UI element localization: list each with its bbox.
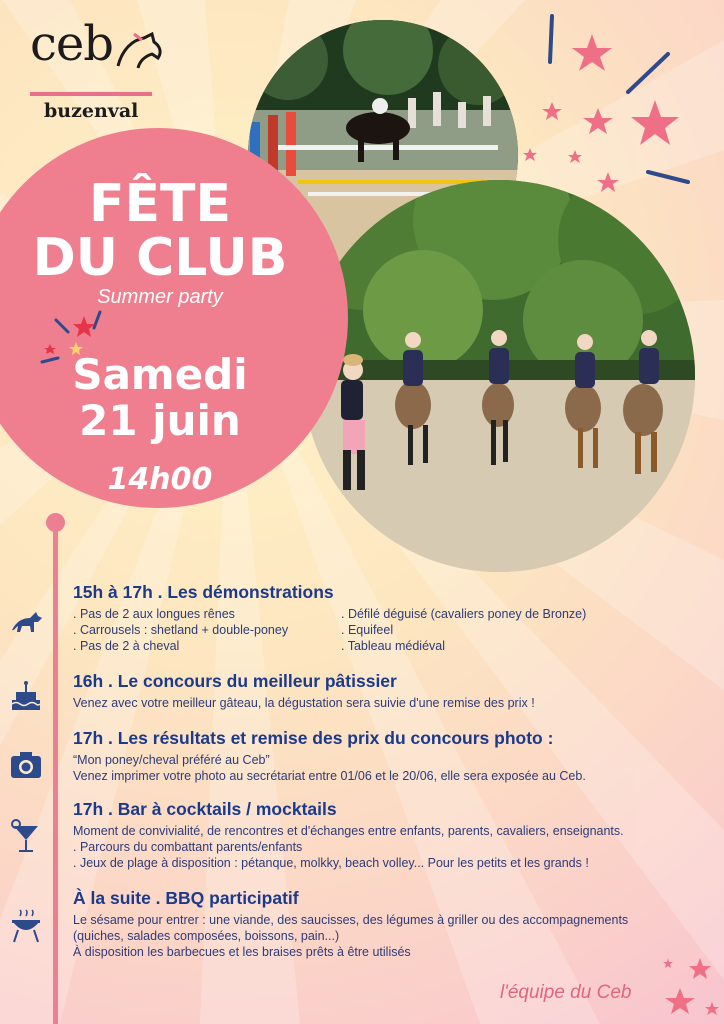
section-photo-contest <box>73 728 704 784</box>
section-title: 15h à 17h . Les démonstrations <box>73 582 334 602</box>
section-bbq <box>73 888 704 960</box>
section-cocktail-bar <box>73 799 704 871</box>
section-title: À la suite . BBQ participatif <box>73 888 299 908</box>
bbq-icon <box>8 908 44 944</box>
section-text: . Parcours du combattant parents/enfants <box>73 840 303 854</box>
demo-col-2 <box>341 606 586 654</box>
title-line-2: DU CLUB <box>32 228 288 288</box>
logo-subtitle: buzenval <box>44 100 139 122</box>
list-item: . Tableau médiéval <box>341 639 446 653</box>
section-title: 16h . Le concours du meilleur pâtissier <box>73 671 397 691</box>
list-item: . Equifeel <box>341 623 394 637</box>
list-item: . Pas de 2 aux longues rênes <box>73 607 235 621</box>
section-title: 17h . Les résultats et remise des prix du concours photo : <box>73 728 554 748</box>
event-time: 14h00 <box>107 462 213 497</box>
section-text: “Mon poney/cheval préféré au Ceb” <box>73 753 270 767</box>
list-item: . Défilé déguisé (cavaliers poney de Bronze) <box>341 607 587 621</box>
section-text: Le sésame pour entrer : une viande, des saucisses, des légumes à griller ou des accompagnements <box>73 913 629 927</box>
logo-wordmark: ceb <box>30 16 114 72</box>
confetti-stars <box>520 10 720 200</box>
section-demonstrations <box>73 582 704 654</box>
event-date: 21 juin <box>79 396 241 445</box>
section-text: Venez imprimer votre photo au secrétariat entre 01/06 et le 20/06, elle sera exposée au Ceb. <box>73 769 586 783</box>
subtitle: Summer party <box>97 286 223 308</box>
list-item: . Pas de 2 à cheval <box>73 639 180 653</box>
horse-head-logo-icon <box>112 32 168 72</box>
timeline-line <box>53 520 58 1024</box>
event-day: Samedi <box>72 350 248 399</box>
camera-icon <box>8 746 44 782</box>
signature-stars <box>650 950 724 1024</box>
demo-col-1 <box>73 606 341 654</box>
pony-riders-photo <box>303 180 695 572</box>
list-item: . Carrousels : shetland + double-poney <box>73 623 289 637</box>
section-text: Venez avec votre meilleur gâteau, la dégustation sera suivie d'une remise des prix ! <box>73 696 535 710</box>
section-title: 17h . Bar à cocktails / mocktails <box>73 799 337 819</box>
section-text: . Jeux de plage à disposition : pétanque, molkky, beach volley... Pour les petits et les grands ! <box>73 856 589 870</box>
cocktail-icon <box>8 818 44 854</box>
signature: l'équipe du Ceb <box>500 982 632 1003</box>
title-line-1: FÊTE <box>88 174 232 234</box>
section-text: À disposition les barbecues et les braises prêts à être utilisés <box>73 945 411 959</box>
section-text: (quiches, salades composées, boissons, pain...) <box>73 929 340 943</box>
horse-icon <box>8 604 44 640</box>
section-patissier <box>73 671 704 711</box>
timeline-dot <box>46 513 65 532</box>
cake-icon <box>8 678 44 714</box>
logo-underline <box>30 92 152 96</box>
section-text: Moment de convivialité, de rencontres et d'échanges entre enfants, parents, cavaliers, enseignants. <box>73 824 624 838</box>
